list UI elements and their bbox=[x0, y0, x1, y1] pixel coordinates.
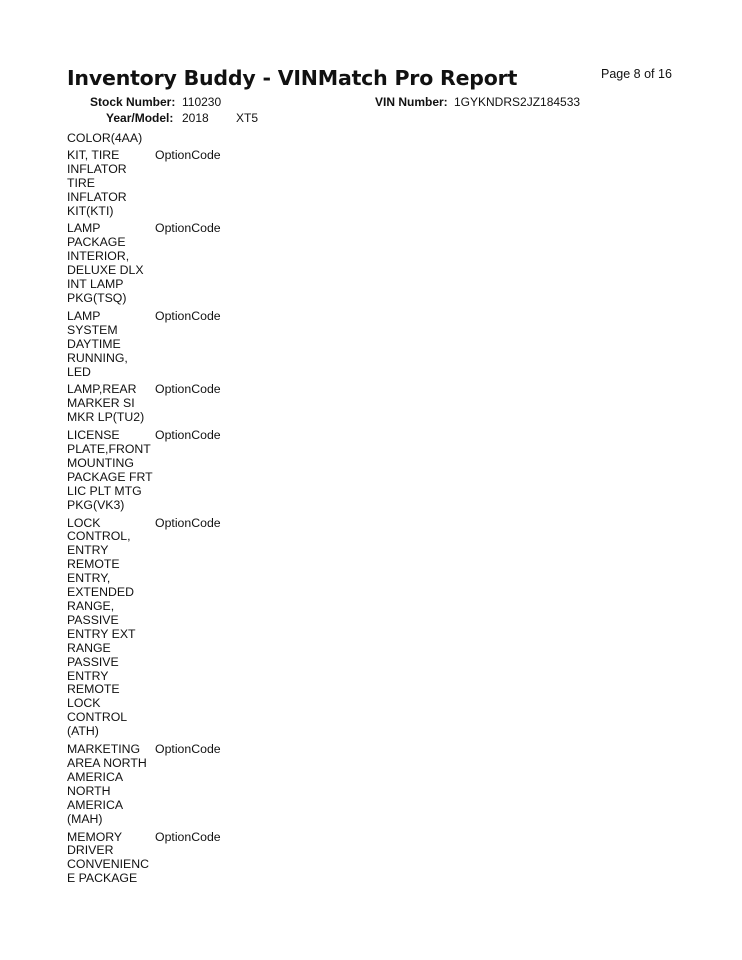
option-name: COLOR(4AA) bbox=[67, 131, 143, 145]
option-list bbox=[67, 132, 687, 886]
year-value: 2018 bbox=[182, 111, 209, 125]
option-type: OptionCode bbox=[155, 428, 221, 443]
option-name: MARKETING AREA NORTH AMERICA NORTH AMERICA (MAH) bbox=[67, 742, 147, 826]
option-row bbox=[67, 222, 687, 305]
option-name: LICENSE PLATE,FRONT MOUNTING PACKAGE FRT LIC PLT MTG PKG(VK3) bbox=[67, 428, 153, 512]
page-number: Page 8 of 16 bbox=[601, 67, 672, 81]
option-type: OptionCode bbox=[155, 382, 221, 397]
option-type: OptionCode bbox=[155, 308, 221, 323]
report-title: Inventory Buddy - VINMatch Pro Report bbox=[67, 66, 518, 90]
option-name: MEMORY DRIVER CONVENIENC E PACKAGE bbox=[67, 829, 149, 886]
option-row bbox=[67, 310, 687, 380]
option-name: KIT, TIRE INFLATOR TIRE INFLATOR KIT(KTI) bbox=[67, 147, 127, 218]
vin-number-label: VIN Number: bbox=[375, 95, 448, 109]
option-row bbox=[67, 743, 687, 826]
option-name: LOCK CONTROL, ENTRY REMOTE ENTRY, EXTENDED RANGE, PASSIVE ENTRY EXT RANGE PASSIVE ENTRY REMOTE LOCK CONTROL (ATH) bbox=[67, 515, 136, 739]
model-value: XT5 bbox=[236, 111, 259, 125]
option-name: LAMP SYSTEM DAYTIME RUNNING, LED bbox=[67, 308, 128, 379]
option-type: OptionCode bbox=[155, 742, 221, 757]
option-type: OptionCode bbox=[155, 147, 221, 162]
vin-number-value: 1GYKNDRS2JZ184533 bbox=[454, 95, 581, 109]
stock-number-value: 110230 bbox=[182, 95, 222, 109]
option-row bbox=[67, 429, 687, 512]
option-type: OptionCode bbox=[155, 829, 221, 844]
option-row bbox=[67, 132, 687, 146]
option-type: OptionCode bbox=[155, 515, 221, 530]
option-type: OptionCode bbox=[155, 221, 221, 236]
year-model-label: Year/Model: bbox=[106, 111, 174, 125]
option-row bbox=[67, 149, 687, 219]
option-row bbox=[67, 383, 687, 425]
option-row bbox=[67, 517, 687, 740]
option-name: LAMP,REAR MARKER SI MKR LP(TU2) bbox=[67, 382, 145, 425]
stock-number-label: Stock Number: bbox=[90, 95, 176, 109]
option-row bbox=[67, 831, 687, 887]
option-name: LAMP PACKAGE INTERIOR, DELUXE DLX INT LAMP PKG(TSQ) bbox=[67, 221, 144, 305]
